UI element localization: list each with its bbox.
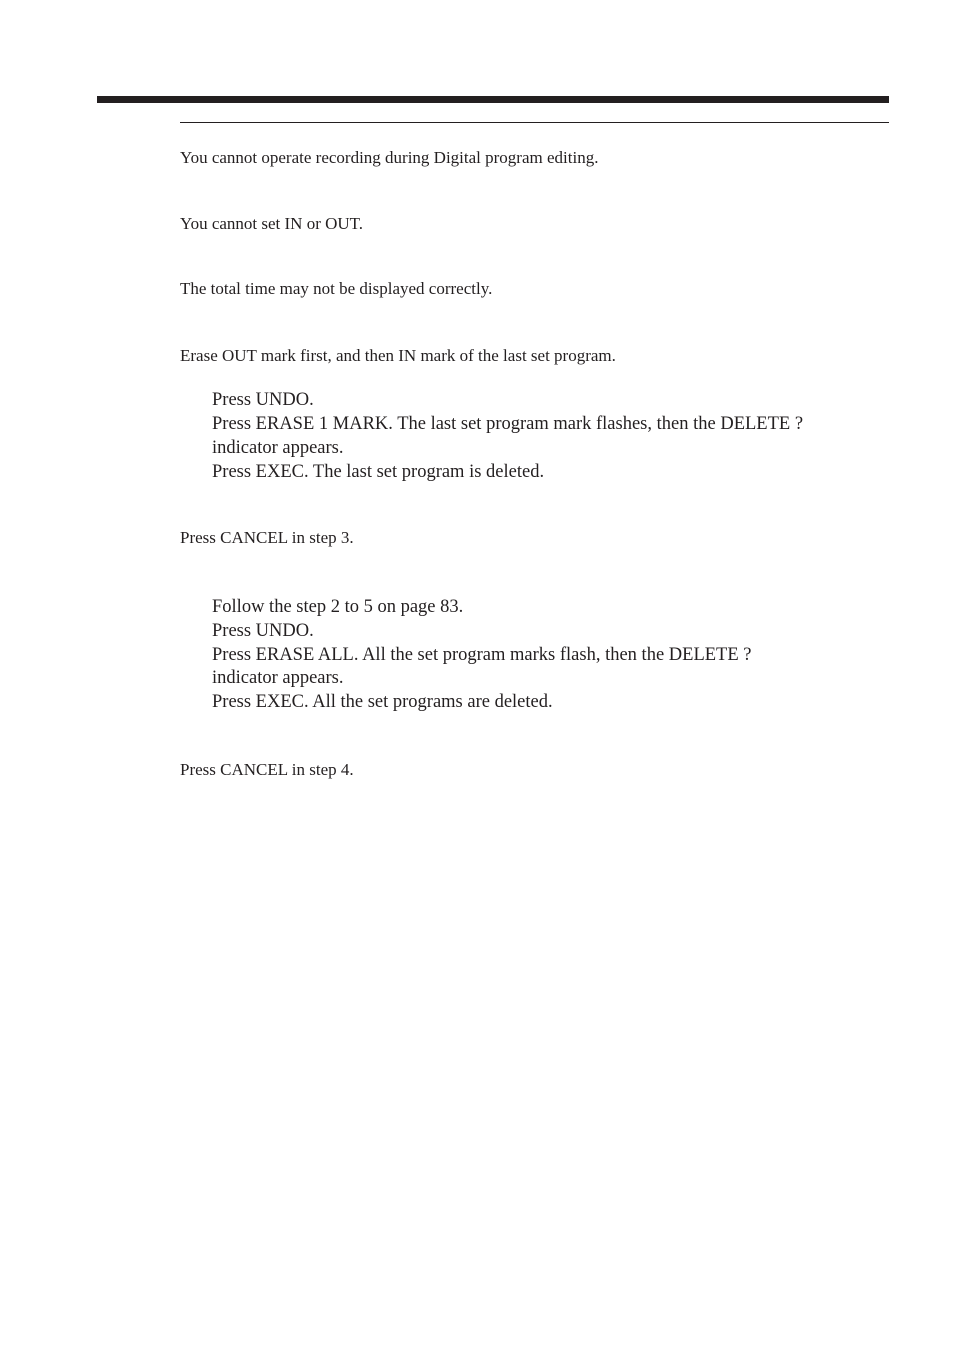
note-cancel-step-4: Press CANCEL in step 4.: [180, 760, 354, 779]
header-thick-rule: [97, 96, 889, 103]
erase-one-step-2-cont: indicator appears.: [212, 438, 344, 458]
note-recording: You cannot operate recording during Digital program editing.: [180, 148, 599, 167]
erase-one-step-1: Press UNDO.: [212, 390, 314, 410]
note-cancel-step-3: Press CANCEL in step 3.: [180, 528, 354, 547]
note-erase-order: Erase OUT mark first, and then IN mark of the last set program.: [180, 346, 616, 365]
erase-all-step-2: Press UNDO.: [212, 621, 314, 641]
erase-one-step-3: Press EXEC. The last set program is deleted.: [212, 462, 545, 482]
note-set-in-out: You cannot set IN or OUT.: [180, 214, 364, 233]
erase-one-step-2: Press ERASE 1 MARK. The last set program mark flashes, then the DELETE ?: [212, 414, 804, 434]
erase-all-step-1: Follow the step 2 to 5 on page 83.: [212, 597, 464, 617]
erase-all-step-3-cont: indicator appears.: [212, 668, 344, 688]
note-total-time: The total time may not be displayed correctly.: [180, 279, 493, 298]
erase-all-step-4: Press EXEC. All the set programs are deleted.: [212, 692, 553, 712]
erase-all-step-3: Press ERASE ALL. All the set program marks flash, then the DELETE ?: [212, 645, 752, 665]
header-thin-rule: [180, 122, 889, 123]
